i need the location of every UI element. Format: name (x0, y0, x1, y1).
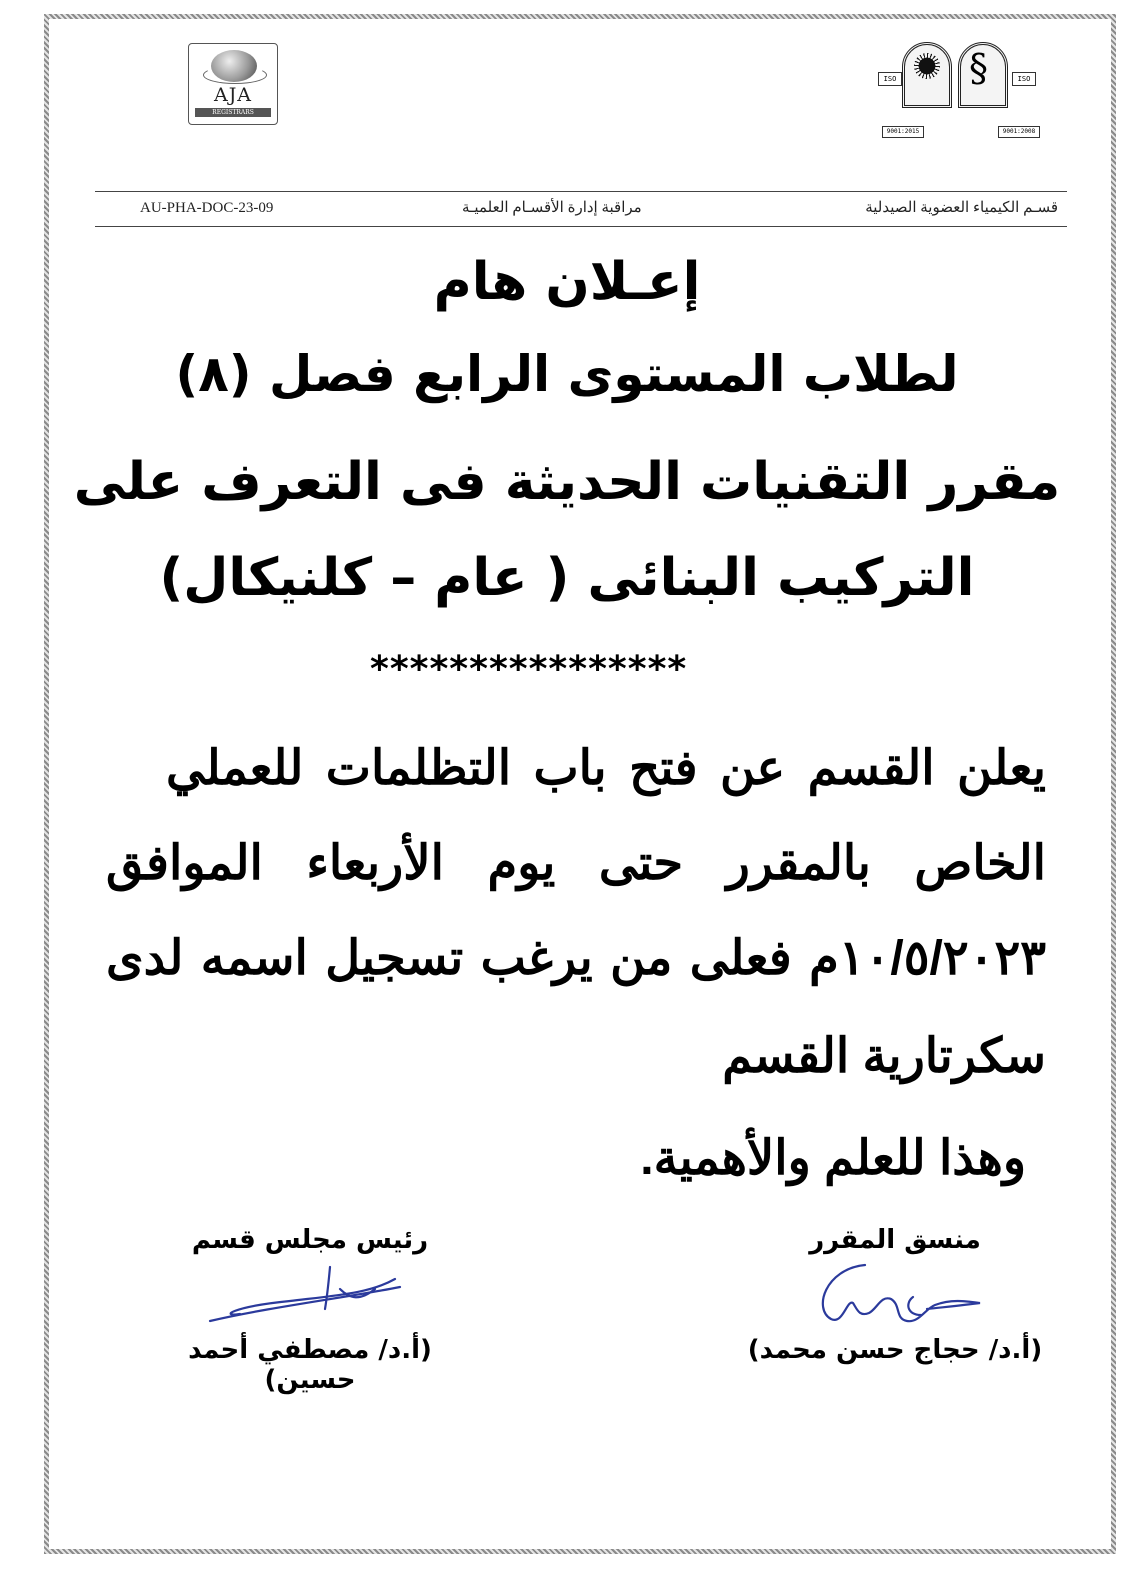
department-name: قسـم الكيمياء العضوية الصيدلية (865, 200, 1058, 216)
signatory-name: (أ.د/ مصطفي أحمد حسين) (188, 1335, 432, 1395)
pharmacy-emblem (958, 42, 1008, 108)
closing-line: وهذا للعلم والأهمية. (640, 1132, 1026, 1185)
body-line-2: الخاص بالمقرر حتى يوم الأربعاء الموافق (106, 837, 1046, 890)
document-code: AU-PHA-DOC-23-09 (140, 200, 274, 216)
iso-label-right: 9001:2008 (998, 126, 1040, 138)
handwritten-signature-icon (795, 1259, 995, 1329)
aja-logo-text: AJA (213, 84, 253, 106)
orbit-ring-icon (203, 66, 267, 84)
signatory-role: منسق المقرر (809, 1225, 981, 1255)
sun-rays-icon (914, 53, 940, 79)
aja-registrars-logo (188, 43, 278, 125)
header-rule-bottom (95, 226, 1067, 227)
logo-badge-left: ISO (878, 72, 902, 86)
header-rule-top (95, 191, 1067, 192)
bowl-of-hygieia-icon: § (969, 46, 988, 90)
separator-asterisks: **************** (370, 649, 688, 690)
announcement-title: إعـلان هام (433, 252, 701, 312)
announcement-audience: لطلاب المستوى الرابع فصل (٨) (175, 345, 959, 403)
university-faculty-logo (878, 42, 1036, 138)
handwritten-signature-icon (200, 1259, 420, 1329)
course-name-line1: مقرر التقنيات الحديثة فى التعرف على (73, 452, 1061, 512)
signature-block-department-head (140, 1225, 480, 1395)
signatory-role: رئيس مجلس قسم (191, 1225, 429, 1255)
aja-logo-subtext: REGISTRARS (195, 108, 271, 117)
body-line-4: سكرتارية القسم (722, 1030, 1046, 1083)
university-emblem (902, 42, 952, 108)
signatory-name: (أ.د/ حجاج حسن محمد) (747, 1335, 1043, 1365)
body-line-3: ١٠/٥/٢٠٢٣م فعلى من يرغب تسجيل اسمه لدى (106, 932, 1046, 985)
iso-label-left: 9001:2015 (882, 126, 924, 138)
body-line-1: يعلن القسم عن فتح باب التظلمات للعملي (166, 742, 1046, 795)
logo-badge-right: ISO (1012, 72, 1036, 86)
department-oversight-label: مراقبة إدارة الأقسـام العلميـة (462, 200, 642, 216)
signature-block-course-coordinator (740, 1225, 1050, 1365)
course-name-line2: التركيب البنائى ( عام – كلنيكال) (159, 548, 975, 608)
